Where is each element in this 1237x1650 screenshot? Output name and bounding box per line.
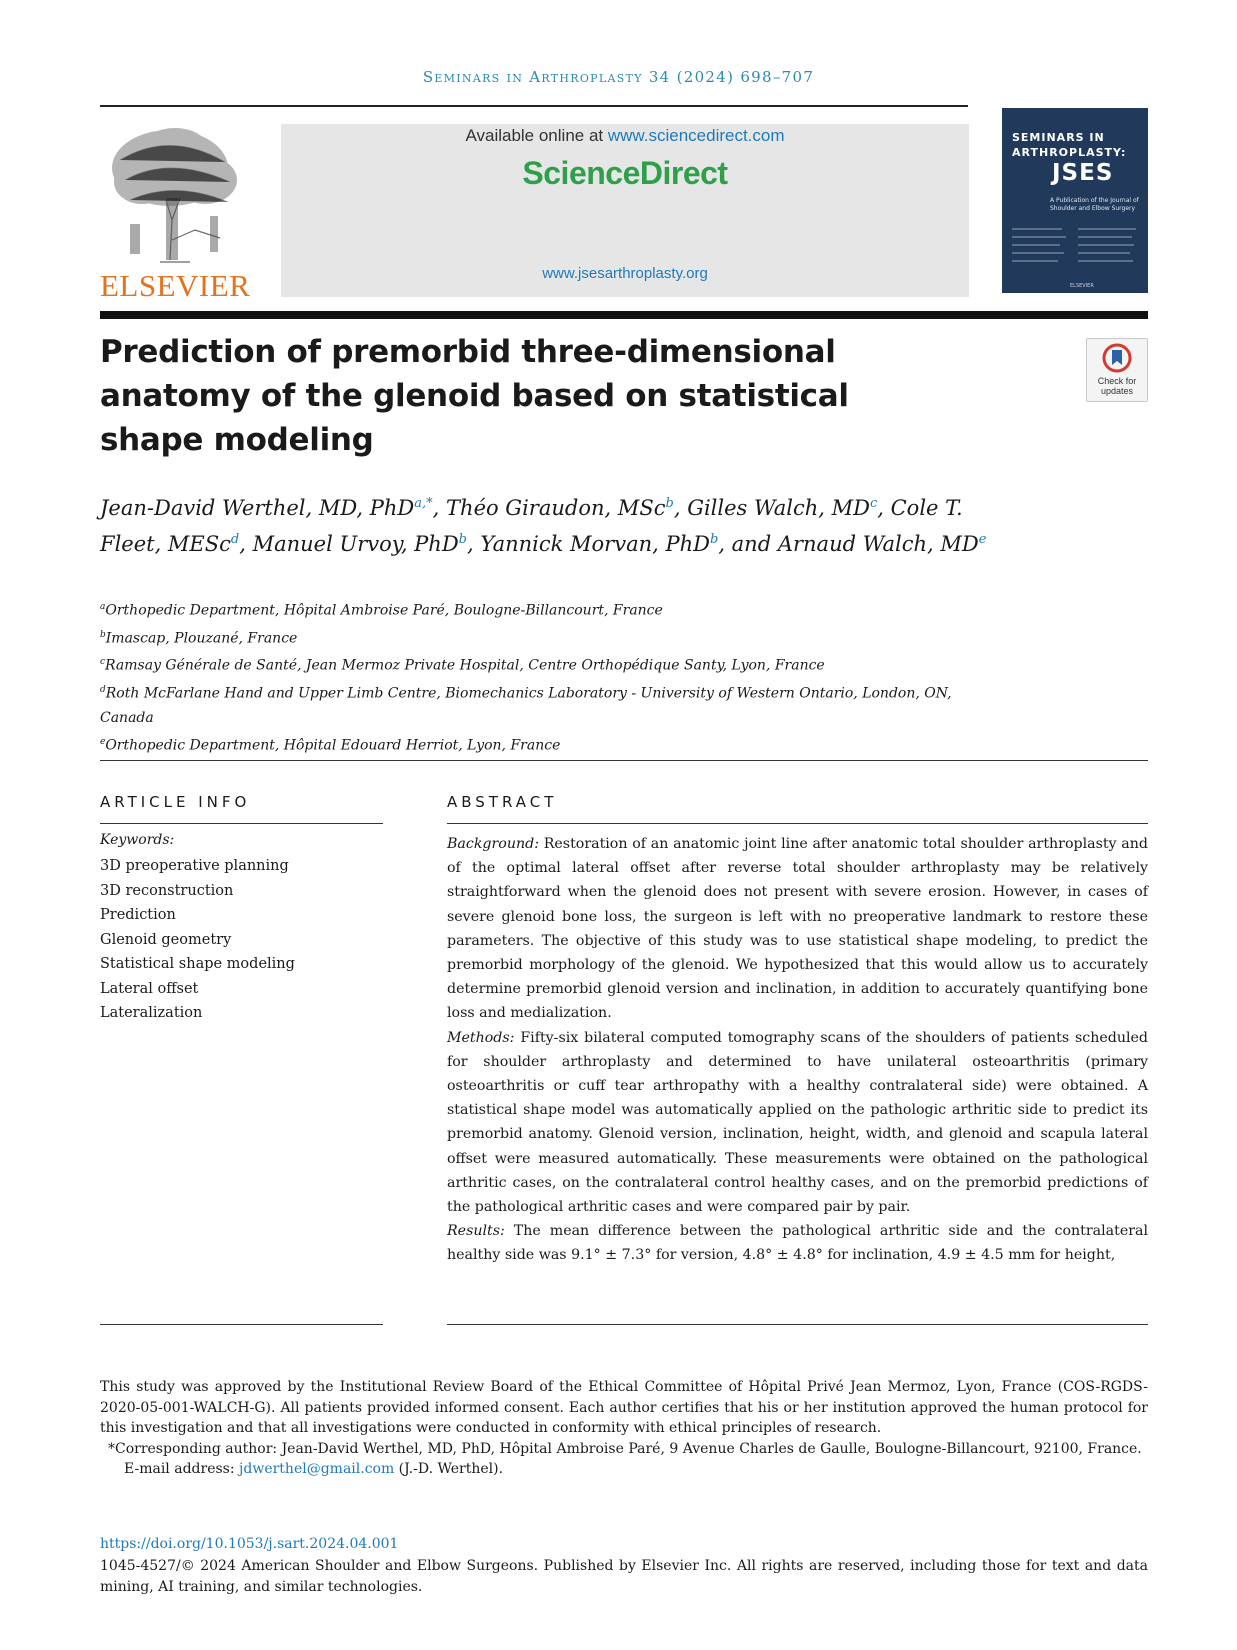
email-line — [100, 1459, 1148, 1480]
cover-title-line1: SEMINARS IN — [1012, 131, 1105, 144]
affiliation-text: Orthopedic Department, Hôpital Edouard Herriot, Lyon, France — [105, 737, 561, 754]
sciencedirect-logo[interactable]: ScienceDirect — [522, 155, 728, 191]
cover-subtitle: A Publication of the Journal of Shoulder and Elbow Surgery — [1050, 197, 1139, 212]
affiliation-text: Orthopedic Department, Hôpital Ambroise Paré, Boulogne-Billancourt, France — [105, 602, 663, 619]
journal-homepage-link[interactable]: www.jsesarthroplasty.org — [542, 265, 708, 282]
article-info-rule — [100, 823, 383, 824]
author-name: Manuel Urvoy, PhD — [252, 532, 459, 556]
title-top-rule — [100, 311, 1148, 319]
abstract-body — [447, 832, 1148, 1268]
cover-title-line2: ARTHROPLASTY: — [1012, 146, 1127, 159]
irb-statement: This study was approved by the Institutional Review Board of the Ethical Committee of Hôpital Privé Jean Mermoz, Lyon, France (COS-RGDS-2020-05-001-WALCH-G). All patients provided informed consent. Each author certifies that his or her institution approved the human protocol for this investigation and that all investigations were conducted in conformity with ethical principles of research. — [100, 1379, 1148, 1437]
author-affiliation-mark[interactable]: a,* — [414, 496, 433, 511]
cover-title — [1012, 130, 1142, 160]
abstract-results — [447, 1219, 1148, 1267]
article-info-bottom-rule — [100, 1324, 383, 1325]
available-online-line — [281, 126, 969, 146]
author-separator: , — [432, 496, 447, 520]
affiliation — [100, 623, 980, 651]
section-text: The mean difference between the pathological arthritic side and the contralateral healthy side was 9.1° ± 7.3° for version, 4.8° ± 4.8° for inclination, 4.9 ± 4.5 mm for height, — [447, 1223, 1148, 1264]
available-prefix: Available online at — [465, 126, 608, 145]
doi-link[interactable]: https://doi.org/10.1053/j.sart.2024.04.001 — [100, 1536, 399, 1552]
keyword: Lateral offset — [100, 980, 199, 997]
author-affiliation-mark[interactable]: d — [230, 532, 240, 547]
affiliation — [100, 650, 980, 678]
cover-publisher: ELSEVIER — [1070, 283, 1094, 289]
author-name: Théo Giraudon, MSc — [446, 496, 666, 520]
keyword: Glenoid geometry — [100, 931, 232, 948]
copyright-notice: 1045-4527/© 2024 American Shoulder and Elbow Surgeons. Published by Elsevier Inc. All rights are reserved, including those for text and data mining, AI training, and similar technologies. — [100, 1558, 1148, 1595]
section-label: Results: — [447, 1223, 505, 1240]
keyword: 3D preoperative planning — [100, 858, 289, 874]
elsevier-tree-logo — [100, 120, 250, 266]
keyword: Prediction — [100, 907, 176, 923]
cover-decoration — [1012, 225, 1138, 273]
affiliation-text: Imascap, Plouzané, France — [105, 630, 298, 647]
keyword: 3D reconstruction — [100, 882, 234, 899]
abstract-background — [447, 832, 1148, 1026]
journal-citation[interactable]: Seminars in Arthroplasty 34 (2024) 698–707 — [422, 68, 815, 86]
author-name: Cole T. Fleet, MESc — [100, 496, 963, 556]
author-separator: , and — [718, 532, 778, 556]
email-link[interactable]: jdwerthel@gmail.com — [239, 1461, 395, 1478]
author-name: Gilles Walch, MD — [687, 496, 870, 520]
affiliation — [100, 595, 980, 623]
affiliation-text: Ramsay Générale de Santé, Jean Mermoz Private Hospital, Centre Orthopédique Santy, Lyon, France — [105, 657, 825, 674]
affiliation — [100, 730, 980, 758]
author-affiliation-mark[interactable]: b — [709, 532, 719, 547]
abstract-bottom-rule — [447, 1324, 1148, 1325]
affiliation-mark: c — [100, 657, 106, 668]
author-name: Yannick Morvan, PhD — [480, 532, 710, 556]
author-separator: , — [877, 496, 891, 520]
article-info-heading: ARTICLE INFO — [100, 793, 251, 811]
author-affiliation-mark[interactable]: e — [978, 532, 987, 547]
affiliation — [100, 678, 980, 730]
email-suffix: (J.-D. Werthel). — [394, 1461, 504, 1478]
author-separator: , — [673, 496, 688, 520]
footnotes — [100, 1377, 1148, 1480]
sciencedirect-link[interactable]: www.sciencedirect.com — [607, 126, 785, 145]
author-list — [100, 488, 1000, 560]
section-text: Restoration of an anatomic joint line after anatomic total shoulder arthroplasty and of the optimal lateral offset after reverse total shoulder arthroplasty may be relatively straightforward when the glenoid does not present with severe erosion. However, in cases of severe glenoid bone loss, the surgeon is left with no preoperative landmark to restore these parameters. The objective of this study was to use statistical shape modeling, to predict the premorbid morphology of the glenoid. We hypothesized that this would allow us to accurately determine premorbid glenoid version and inclination, in addition to accurately quantifying bone loss and medialization. — [447, 836, 1148, 1022]
affiliation-mark: a — [100, 602, 106, 612]
author-separator: , — [239, 532, 253, 556]
section-label: Methods: — [447, 1029, 515, 1046]
elsevier-wordmark[interactable]: ELSEVIER — [100, 268, 251, 303]
affiliation-list — [100, 595, 980, 757]
section-text: Fifty-six bilateral computed tomography scans of the shoulders of patients scheduled for shoulder arthroplasty and determined to have unilateral osteoarthritis (primary osteoarthritis or cuff tear arthropathy with a healthy contralateral side) were obtained. A statistical shape model was automatically applied on the pathologic arthritic side to predict its premorbid anatomy. Glenoid version, inclination, height, width, and glenoid and scapula lateral offset were measured automatically. These measurements were obtained on the pathological arthritic cases, on the contralateral control healthy cases, and on the premorbid predictions of the pathological arthritic cases and were compared pair by pair. — [447, 1029, 1148, 1216]
abstract-methods — [447, 1026, 1148, 1220]
author-name: Arnaud Walch, MD — [777, 532, 979, 556]
affiliation-rule — [100, 760, 1148, 761]
keyword: Statistical shape modeling — [100, 956, 295, 972]
author-separator: , — [467, 532, 481, 556]
header-rule — [100, 105, 968, 107]
keywords-label: Keywords: — [100, 832, 175, 848]
keyword-list — [100, 854, 295, 1026]
author-name: Jean-David Werthel, MD, PhD — [100, 496, 415, 520]
corresponding-author: *Corresponding author: Jean-David Werthel, MD, PhD, Hôpital Ambroise Paré, 9 Avenue Charles de Gaulle, Boulogne-Billancourt, 92100, France. — [108, 1440, 1142, 1457]
affiliation-text: Roth McFarlane Hand and Upper Limb Centre, Biomechanics Laboratory - University of Western Ontario, London, ON, Canada — [100, 685, 952, 726]
author-affiliation-mark[interactable]: b — [458, 532, 467, 547]
author-affiliation-mark[interactable]: b — [665, 496, 674, 511]
bookmark-icon — [1102, 343, 1132, 373]
abstract-rule — [447, 823, 1148, 824]
check-for-updates-label: Check for updates — [1097, 376, 1137, 396]
author-affiliation-mark[interactable]: c — [869, 496, 878, 511]
affiliation-mark: d — [100, 684, 106, 695]
affiliation-mark: e — [100, 736, 106, 747]
keyword: Lateralization — [100, 1005, 203, 1021]
email-label: E-mail address: — [124, 1461, 240, 1478]
section-label: Background: — [447, 836, 539, 852]
affiliation-mark: b — [100, 629, 106, 640]
cover-acronym: JSES — [1052, 160, 1114, 186]
abstract-heading: ABSTRACT — [447, 793, 558, 811]
article-title: Prediction of premorbid three-dimensional anatomy of the glenoid based on statistical shape modeling — [100, 334, 849, 458]
